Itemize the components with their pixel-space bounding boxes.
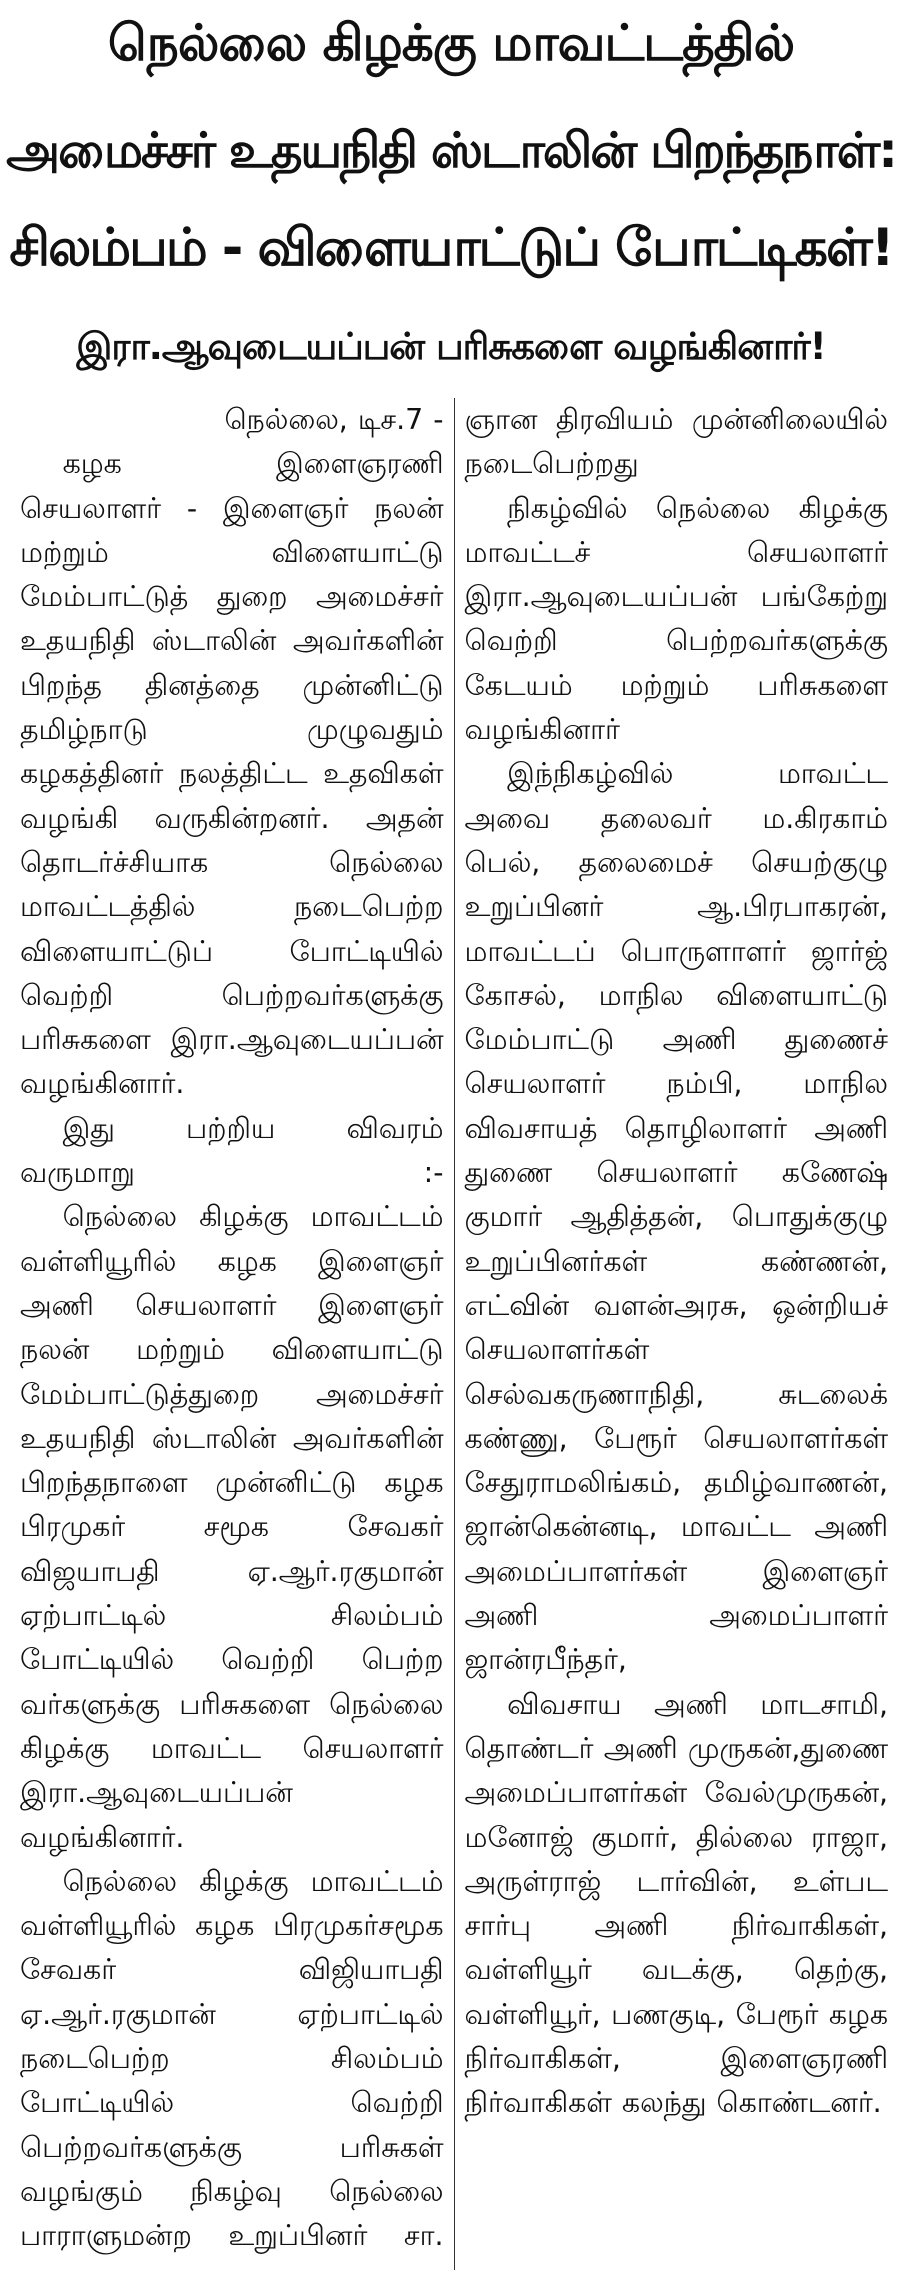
dateline: நெல்லை, டிச.7 - [224,403,444,436]
subheadline: இரா.ஆவுடையப்பன் பரிசுகளை வழங்கினார்! [76,325,826,368]
kicker-heading: நெல்லை கிழக்கு மாவட்டத்தில் [107,14,795,72]
paragraph: நெல்லை கிழக்கு மாவட்டம் வள்ளியூரில் கழக பிரமுகர்சமூக சேவகர் விஜியாபதி ஏ.ஆர்.ரகுமான் ஏற்பாட்டில் நடைபெற்ற சிலம்பம் போட்டியில் வெற்றி பெற்றவர்களுக்கு பரிசுகள் வழங்கும் நிகழ்வு நெல்லை பாராளுமன்ற உறுப்பினர் சா. [20,1864,444,2253]
headline-line-2: சிலம்பம் - விளையாட்டுப் போட்டிகள்! [9,218,893,278]
paragraph: கழக இளைஞரணி செயலாளர் - இளைஞர் நலன் மற்றும் விளையாட்டு மேம்பாட்டுத் துறை அமைச்சர் உதயநிதி ஸ்டாலின் அவர்களின் பிறந்த தினத்தை முன்னிட்டு தமிழ்நாடு முழுவதும் கழகத்தினர் நலத்திட்ட உதவிகள் வழங்கி வருகின்றனர். அதன் தொடர்ச்சியாக நெல்லை மாவட்டத்தில் நடைபெற்ற விளையாட்டுப் போட்டியில் வெற்றி பெற்றவர்களுக்கு பரிசுகளை இரா.ஆவுடையப்பன் வழங்கினார். [20,447,444,1101]
right-column [455,398,895,2270]
paragraph: நிகழ்வில் நெல்லை கிழக்கு மாவட்டச் செயலாளர் இரா.ஆவுடையப்பன் பங்கேற்று வெற்றி பெற்றவர்களுக்கு கேடயம் மற்றும் பரிசுகளை வழங்கினார் [464,491,888,747]
paragraph: இந்நிகழ்வில் மாவட்ட அவை தலைவர் ம.கிரகாம் பெல், தலைமைச் செயற்குழு உறுப்பினர் ஆ.பிரபாகரன், மாவட்டப் பொருளாளர் ஜார்ஜ் கோசல், மாநில விளையாட்டு மேம்பாட்டு அணி துணைச் செயலாளர் நம்பி, மாநில விவசாயத் தொழிலாளர் அணி துணை செயலாளர் கணேஷ் குமார் ஆதித்தன், பொதுக்குழு உறுப்பினர்கள் கண்ணன், எட்வின் வளன்அரசு, ஒன்றியச் செயலாளர்கள் செல்வகருணாநிதி, சுடலைக் கண்ணு, பேரூர் செயலாளர்கள் சேதுராமலிங்கம், தமிழ்வாணன், ஜான்கென்னடி, மாவட்ட அணி அமைப்பாளர்கள் இளைஞர் அணி அமைப்பாளர் ஜான்ரபீந்தர், [464,757,888,1677]
paragraph: நெல்லை கிழக்கு மாவட்டம் வள்ளியூரில் கழக இளைஞர் அணி செயலாளர் இளைஞர் நலன் மற்றும் விளையாட்டு மேம்பாட்டுத்துறை அமைச்சர் உதயநிதி ஸ்டாலின் அவர்களின் பிறந்தநாளை முன்னிட்டு கழக பிரமுகர் சமூக சேவகர் விஜயாபதி ஏ.ஆர்.ரகுமான் ஏற்பாட்டில் சிலம்பம் போட்டியில் வெற்றி பெற்ற வர்களுக்கு பரிசுகளை நெல்லை கிழக்கு மாவட்ட செயலாளர் இரா.ஆவுடையப்பன் வழங்கினார். [20,1200,444,1854]
paragraph: விவசாய அணி மாடசாமி, தொண்டர் அணி முருகன்,துணை அமைப்பாளர்கள் வேல்முருகன், மனோஜ் குமார், தில்லை ராஜா, அருள்ராஜ் டார்வின், உள்பட சார்பு அணி நிர்வாகிகள், வள்ளியூர் வடக்கு, தெற்கு, வள்ளியூர், பணகுடி, பேரூர் கழக நிர்வாகிகள், இளைஞரணி நிர்வாகிகள் கலந்து கொண்டனர். [464,1687,888,2120]
paragraph: ஞான திரவியம் முன்னிலையில் நடைபெற்றது [464,403,888,481]
left-column [14,398,455,2270]
article-body [0,398,902,2270]
paragraph: இது பற்றிய விவரம் வருமாறு :- [20,1111,444,1190]
headline-line-1: அமைச்சர் உதயநிதி ஸ்டாலின் பிறந்தநாள்: [6,123,896,179]
